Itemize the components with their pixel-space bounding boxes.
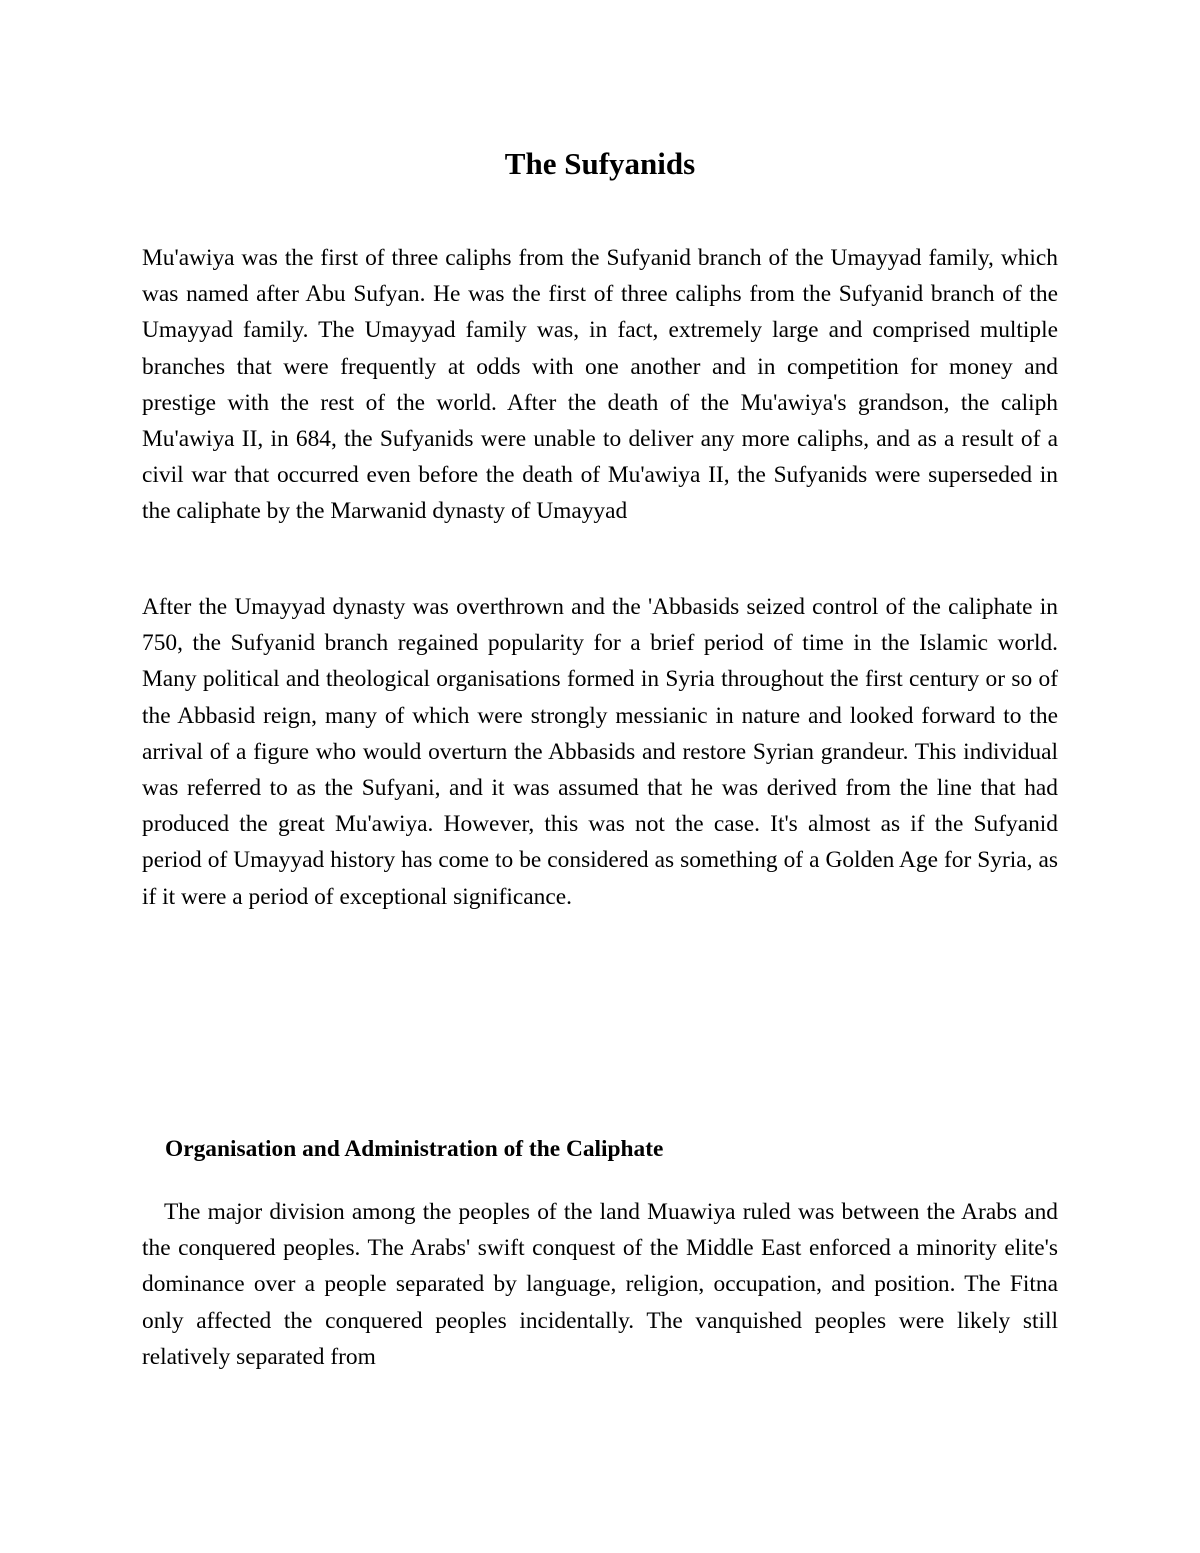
page-title: The Sufyanids	[504, 146, 696, 181]
paragraph-caliphate-administration: The major division among the peoples of the land Muawiya ruled was between the Arabs and the conquered peoples. The Arabs' swift conquest of the Middle East enforced a minority elite's dominance over a people separated by language, religion, occupation, and position. The Fitna only affected the conquered peoples incidentally. The vanquished peoples were likely still relatively separated from	[142, 1199, 1058, 1370]
paragraph-sufyanid-caliphs: Mu'awiya was the first of three caliphs from the Sufyanid branch of the Umayyad family, which was named after Abu Sufyan. He was the first of three caliphs from the Sufyanid branch of the Umayyad family. The Umayyad family was, in fact, extremely large and comprised multiple branches that were frequently at odds with one another and in competition for money and prestige with the rest of the world. After the death of the Mu'awiya's grandson, the caliph Mu'awiya II, in 684, the Sufyanids were unable to deliver any more caliphs, and as a result of a civil war that occurred even before the death of Mu'awiya II, the Sufyanids were superseded in the caliphate by the Marwanid dynasty of Umayyad	[142, 245, 1058, 525]
paragraph-sufyani-legacy: After the Umayyad dynasty was overthrown and the 'Abbasids seized control of the caliphate in 750, the Sufyanid branch regained popularity for a brief period of time in the Islamic world. Many political and theological organisations formed in Syria throughout the first century or so of the Abbasid reign, many of which were strongly messianic in nature and looked forward to the arrival of a figure who would overturn the Abbasids and restore Syrian grandeur. This individual was referred to as the Sufyani, and it was assumed that he was derived from the line that had produced the great Mu'awiya. However, this was not the case. It's almost as if the Sufyanid period of Umayyad history has come to be considered as something of a Golden Age for Syria, as if it were a period of exceptional significance.	[142, 594, 1058, 910]
section-heading: Organisation and Administration of the Caliphate	[165, 1136, 664, 1162]
